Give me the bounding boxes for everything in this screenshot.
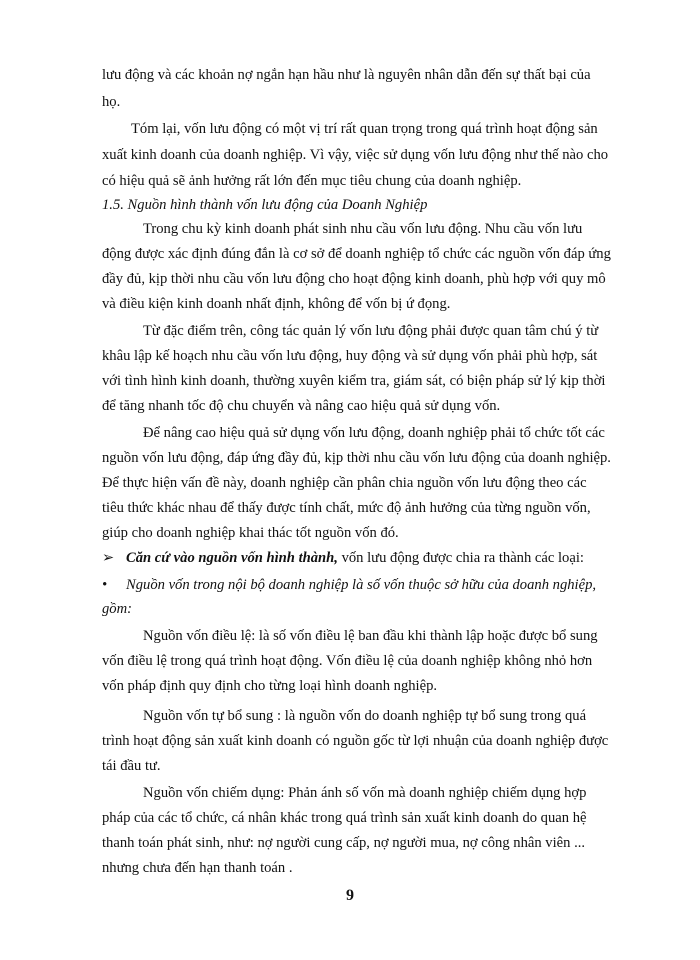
- section-heading: 1.5. Nguồn hình thành vốn lưu động của Doanh Nghiệp: [102, 197, 428, 213]
- text-line: Trong chu kỳ kinh doanh phát sinh nhu cầu vốn lưu động. Nhu cầu vốn lưu: [143, 221, 583, 237]
- text-line: khâu lập kế hoạch nhu cầu vốn lưu động, huy động và sử dụng vốn phải phù hợp, sát: [102, 348, 598, 364]
- text-line: Để thực hiện vấn đề này, doanh nghiệp cần phân chia nguồn vốn lưu động theo các: [102, 475, 587, 491]
- text-line: họ.: [102, 94, 121, 110]
- text-line: Nguồn vốn chiếm dụng: Phản ánh số vốn mà doanh nghiệp chiếm dụng hợp: [143, 785, 587, 801]
- text-line: Tóm lại, vốn lưu động có một vị trí rất quan trọng trong quá trình hoạt động sản: [131, 121, 598, 137]
- bullet-dot-icon: •: [102, 577, 108, 593]
- text-line: pháp của các tổ chức, cá nhân khác trong quá trình sản xuất kinh doanh do quan hệ: [102, 810, 587, 826]
- text-line: Nguồn vốn điều lệ: là số vốn điều lệ ban đầu khi thành lập hoặc được bổ sung: [143, 628, 598, 644]
- arrow-list-item: [102, 548, 584, 568]
- text-line: trình hoạt động sản xuất kinh doanh có nguồn gốc từ lợi nhuận của doanh nghiệp được: [102, 733, 609, 749]
- text-line: vốn điều lệ trong quá trình hoạt động. Vốn điều lệ của doanh nghiệp không nhỏ hơn: [102, 653, 593, 669]
- bullet-item-text: Nguồn vốn trong nội bộ doanh nghiệp là số vốn thuộc sở hữu của doanh nghiệp,: [126, 577, 597, 593]
- text-line: có hiệu quả sẽ ảnh hưởng rất lớn đến mục tiêu chung của doanh nghiệp.: [102, 173, 522, 189]
- text-line: Nguồn vốn tự bổ sung : là nguồn vốn do doanh nghiệp tự bổ sung trong quá: [143, 708, 587, 724]
- text-line: động được xác định đúng đắn là cơ sở để doanh nghiệp tổ chức các nguồn vốn đáp ứng: [102, 246, 611, 262]
- text-line: nhưng chưa đến hạn thanh toán .: [102, 860, 293, 876]
- text-line: vốn pháp định quy định cho từng loại hình doanh nghiệp.: [102, 678, 438, 694]
- text-line: nguồn vốn lưu động, đáp ứng đầy đủ, kịp thời nhu cầu vốn lưu động của doanh nghiệp.: [102, 450, 611, 466]
- text-line: Từ đặc điểm trên, công tác quản lý vốn lưu động phải được quan tâm chú ý từ: [143, 323, 599, 339]
- text-line: và điều kiện kinh doanh nhất định, không để vốn bị ứ đọng.: [102, 296, 451, 312]
- text-line: lưu động và các khoản nợ ngắn hạn hầu như là nguyên nhân dẫn đến sự thất bại của: [102, 67, 591, 83]
- arrow-bullet-icon: ➢: [102, 550, 115, 566]
- text-line: gồm:: [102, 601, 132, 617]
- page-number: 9: [346, 887, 354, 904]
- text-line: đầy đủ, kịp thời nhu cầu vốn lưu động cho hoạt động kinh doanh, phù hợp với quy mô: [102, 271, 606, 287]
- text-line: để tăng nhanh tốc độ chu chuyển và nâng cao hiệu quả sử dụng vốn.: [102, 398, 501, 414]
- text-line: giúp cho doanh nghiệp khai thác tốt nguồn vốn đó.: [102, 525, 399, 541]
- text-line: với tình hình kinh doanh, thường xuyên kiểm tra, giám sát, có biện pháp sử lý kịp thời: [102, 373, 606, 389]
- text-line: thanh toán phát sinh, như: nợ người cung cấp, nợ người mua, nợ công nhân viên ...: [102, 835, 586, 851]
- arrow-item-text: vốn lưu động được chia ra thành các loại:: [337, 550, 584, 566]
- text-line: Để nâng cao hiệu quả sử dụng vốn lưu động, doanh nghiệp phải tổ chức tốt các: [143, 425, 605, 441]
- arrow-item-emphasis: Căn cứ vào nguồn vốn hình thành,: [126, 550, 338, 566]
- text-line: tiêu thức khác nhau để thấy được tính chất, mức độ ảnh hưởng của từng nguồn vốn,: [102, 500, 591, 516]
- bullet-list-item: [102, 575, 596, 595]
- text-line: tái đầu tư.: [102, 758, 161, 774]
- text-line: xuất kinh doanh của doanh nghiệp. Vì vậy, việc sử dụng vốn lưu động như thế nào cho: [102, 147, 609, 163]
